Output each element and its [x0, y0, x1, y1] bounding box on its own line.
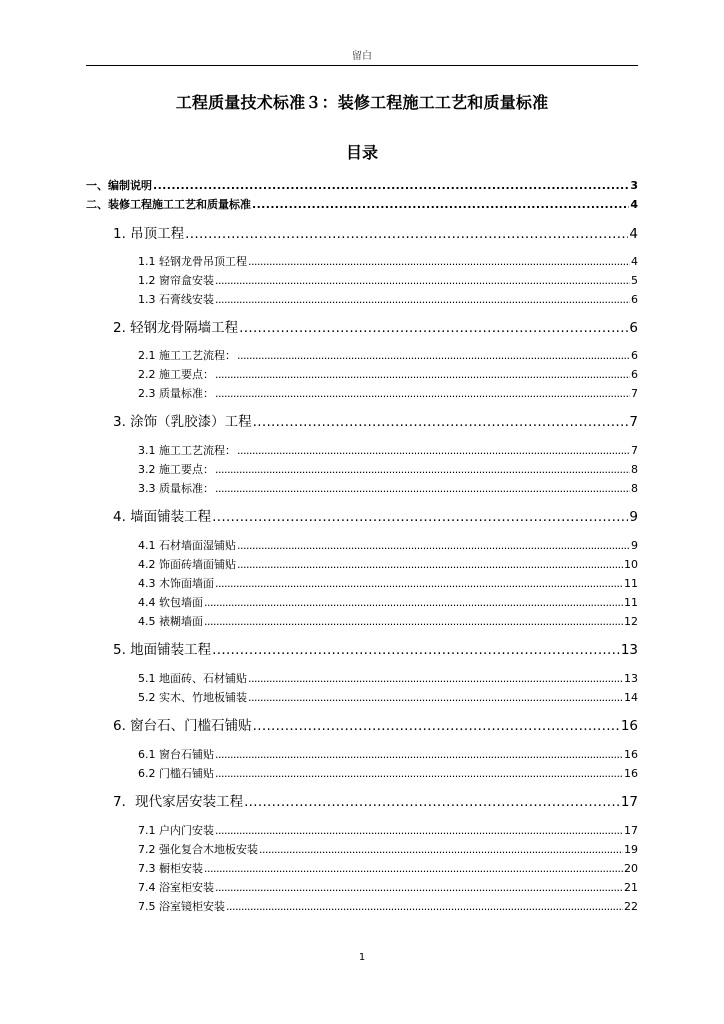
toc-leader-dots	[248, 690, 623, 706]
toc-leader-dots	[237, 443, 630, 459]
toc-heading: 目录	[345, 143, 378, 162]
toc-entry-page: 16	[620, 718, 638, 734]
toc-entry-page: 4	[629, 226, 638, 242]
toc-entry-3-2[interactable]	[138, 462, 638, 478]
toc-entry-label: 5.1 地面砖、石材铺贴	[138, 672, 247, 685]
toc-entry-page: 10	[624, 558, 638, 571]
toc-leader-dots	[212, 507, 628, 527]
toc-entry-page: 17	[624, 824, 638, 837]
toc-entry-page: 19	[624, 843, 638, 856]
toc-entry-chapter-1[interactable]	[113, 224, 638, 244]
toc-entry-1-3[interactable]	[138, 292, 638, 308]
toc-leader-dots	[215, 273, 630, 289]
toc-entry-page: 6	[631, 349, 638, 362]
toc-entry-label: 4.5 裱糊墙面	[138, 615, 203, 628]
toc-leader-dots	[252, 197, 629, 213]
toc-entry-label: 6.1 窗台石铺贴	[138, 748, 214, 761]
toc-entry-page: 14	[624, 691, 638, 704]
toc-entry-page: 8	[631, 482, 638, 495]
toc-leader-dots	[226, 899, 623, 915]
toc-entry-page: 9	[629, 509, 638, 525]
toc-entry-label: 7．现代家居安装工程	[113, 794, 244, 810]
toc-entry-4-3[interactable]	[138, 576, 638, 592]
document-title: 工程质量技术标准３：装修工程施工工艺和质量标准	[175, 93, 549, 112]
toc-entry-chapter-4[interactable]	[113, 507, 638, 527]
toc-entry-page: 11	[624, 577, 638, 590]
toc-entry-4-1[interactable]	[138, 538, 638, 554]
toc-entry-label: 4.4 软包墙面	[138, 596, 203, 609]
toc-leader-dots	[215, 462, 630, 478]
toc-entry-7-5[interactable]	[138, 899, 638, 915]
toc-entry-label: 1.2 窗帘盒安装	[138, 274, 214, 287]
toc-entry-page: 9	[631, 539, 638, 552]
toc-entry-label: 7.1 户内门安装	[138, 824, 214, 837]
toc-entry-page: 13	[620, 642, 638, 658]
toc-entry-label: 二、装修工程施工工艺和质量标准	[86, 198, 251, 211]
toc-entry-label: 2.2 施工要点：	[138, 368, 214, 381]
toc-leader-dots	[212, 640, 620, 660]
toc-entry-label: 4. 墙面铺装工程	[113, 509, 212, 525]
page-number: 1	[358, 952, 366, 963]
toc-entry-section-2[interactable]	[86, 197, 638, 213]
toc-leader-dots	[204, 614, 623, 630]
toc-entry-2-1[interactable]	[138, 348, 638, 364]
toc-entry-page: 7	[629, 414, 638, 430]
toc-entry-chapter-5[interactable]	[113, 640, 638, 660]
toc-entry-page: 21	[624, 881, 638, 894]
toc-entry-page: 6	[631, 293, 638, 306]
toc-leader-dots	[237, 557, 623, 573]
toc-entry-section-1[interactable]	[86, 178, 638, 194]
toc-entry-page: 8	[631, 463, 638, 476]
toc-leader-dots	[244, 792, 620, 812]
toc-entry-page: 4	[631, 255, 638, 268]
toc-entry-1-1[interactable]	[138, 254, 638, 270]
toc-entry-chapter-7[interactable]	[113, 792, 638, 812]
toc-leader-dots	[237, 538, 630, 554]
toc-entry-label: 3.1 施工工艺流程：	[138, 444, 236, 457]
toc-entry-5-2[interactable]	[138, 690, 638, 706]
toc-entry-label: 1.3 石膏线安装	[138, 293, 214, 306]
toc-entry-2-2[interactable]	[138, 367, 638, 383]
toc-entry-label: 3. 涂饰（乳胶漆）工程	[113, 414, 252, 430]
toc-entry-label: 一、编制说明	[86, 179, 152, 192]
toc-entry-label: 7.2 强化复合木地板安装	[138, 843, 258, 856]
toc-entry-page: 5	[631, 274, 638, 287]
toc-entry-6-2[interactable]	[138, 766, 638, 782]
toc-entry-page: 3	[630, 179, 638, 192]
toc-leader-dots	[215, 481, 630, 497]
toc-leader-dots	[215, 747, 623, 763]
toc-entry-chapter-2[interactable]	[113, 318, 638, 338]
toc-leader-dots	[215, 367, 630, 383]
toc-leader-dots	[215, 386, 630, 402]
toc-entry-label: 6. 窗台石、门槛石铺贴	[113, 718, 252, 734]
toc-leader-dots	[204, 861, 623, 877]
toc-entry-2-3[interactable]	[138, 386, 638, 402]
toc-entry-page: 7	[631, 387, 638, 400]
toc-entry-7-3[interactable]	[138, 861, 638, 877]
toc-leader-dots	[215, 292, 630, 308]
toc-entry-label: 2. 轻钢龙骨隔墙工程	[113, 320, 239, 336]
toc-entry-3-1[interactable]	[138, 443, 638, 459]
toc-entry-3-3[interactable]	[138, 481, 638, 497]
toc-entry-label: 1. 吊顶工程	[113, 226, 185, 242]
toc-entry-page: 16	[624, 767, 638, 780]
toc-entry-page: 16	[624, 748, 638, 761]
toc-leader-dots	[215, 766, 623, 782]
toc-leader-dots	[215, 576, 623, 592]
toc-entry-page: 7	[631, 444, 638, 457]
toc-entry-page: 22	[624, 900, 638, 913]
toc-entry-label: 7.4 浴室柜安装	[138, 881, 214, 894]
toc-entry-4-2[interactable]	[138, 557, 638, 573]
toc-entry-label: 7.3 橱柜安装	[138, 862, 203, 875]
toc-leader-dots	[204, 595, 623, 611]
toc-entry-label: 6.2 门槛石铺贴	[138, 767, 214, 780]
toc-entry-chapter-3[interactable]	[113, 412, 638, 432]
toc-leader-dots	[253, 716, 620, 736]
toc-leader-dots	[215, 823, 623, 839]
toc-entry-7-1[interactable]	[138, 823, 638, 839]
toc-entry-page: 12	[624, 615, 638, 628]
toc-entry-4-4[interactable]	[138, 595, 638, 611]
toc-leader-dots	[253, 412, 629, 432]
toc-entry-5-1[interactable]	[138, 671, 638, 687]
toc-entry-label: 4.2 饰面砖墙面铺贴	[138, 558, 236, 571]
toc-entry-chapter-6[interactable]	[113, 716, 638, 736]
toc-entry-label: 4.1 石材墙面湿铺贴	[138, 539, 236, 552]
toc-entry-page: 20	[624, 862, 638, 875]
toc-leader-dots	[215, 880, 623, 896]
toc-entry-label: 5. 地面铺装工程	[113, 642, 212, 658]
toc-entry-label: 3.2 施工要点：	[138, 463, 214, 476]
toc-entry-label: 3.3 质量标准：	[138, 482, 214, 495]
page-header: 留白	[86, 50, 638, 66]
toc-leader-dots	[259, 842, 623, 858]
toc-entry-7-2[interactable]	[138, 842, 638, 858]
toc-entry-label: 1.1 轻钢龙骨吊顶工程	[138, 255, 247, 268]
toc-entry-page: 4	[630, 198, 638, 211]
toc-entry-label: 2.3 质量标准：	[138, 387, 214, 400]
toc-entry-label: 5.2 实木、竹地板铺装	[138, 691, 247, 704]
toc-entry-label: 2.1 施工工艺流程：	[138, 349, 236, 362]
toc-leader-dots	[248, 254, 630, 270]
toc-entry-1-2[interactable]	[138, 273, 638, 289]
toc-entry-6-1[interactable]	[138, 747, 638, 763]
toc-leader-dots	[185, 224, 628, 244]
toc-leader-dots	[248, 671, 623, 687]
toc-entry-page: 6	[631, 368, 638, 381]
toc-entry-7-4[interactable]	[138, 880, 638, 896]
toc-entry-page: 6	[629, 320, 638, 336]
toc-entry-label: 4.3 木饰面墙面	[138, 577, 214, 590]
toc-entry-page: 17	[620, 794, 638, 810]
toc-entry-page: 13	[624, 672, 638, 685]
toc-leader-dots	[153, 178, 629, 194]
toc-entry-page: 11	[624, 596, 638, 609]
toc-leader-dots	[237, 348, 630, 364]
toc-entry-4-5[interactable]	[138, 614, 638, 630]
toc-leader-dots	[239, 318, 628, 338]
toc-entry-label: 7.5 浴室镜柜安装	[138, 900, 225, 913]
